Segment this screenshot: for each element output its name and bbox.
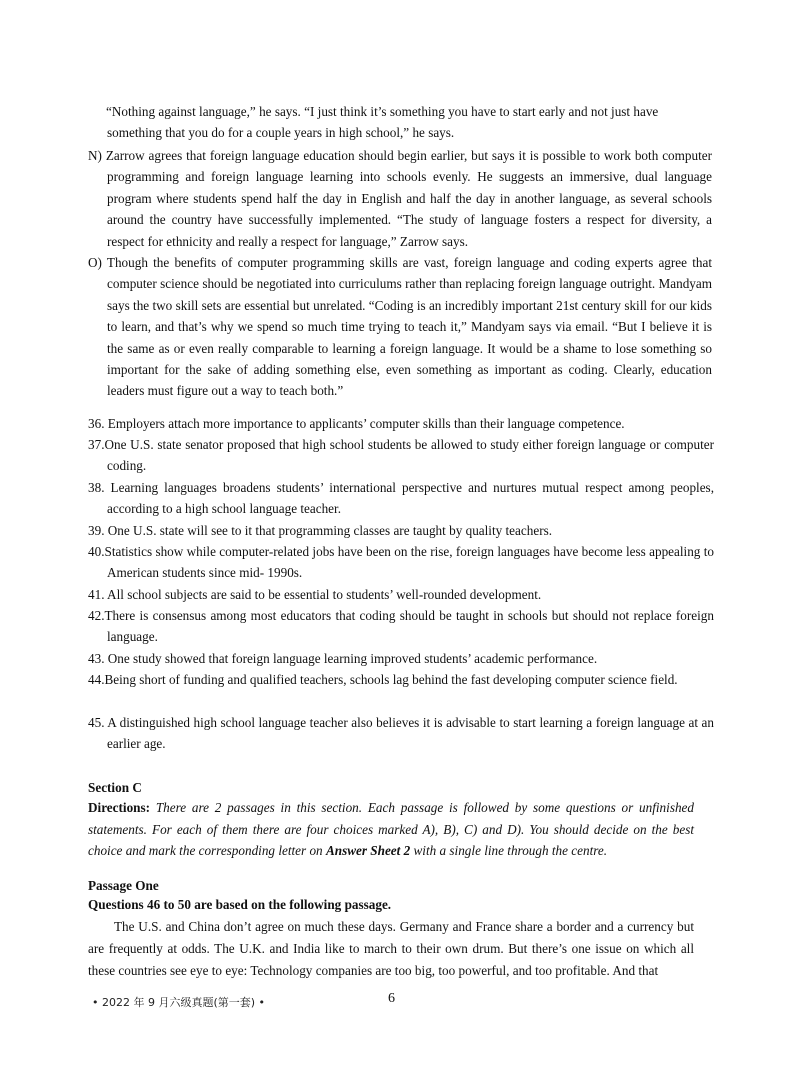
passage-one-title: Passage One xyxy=(88,878,159,893)
question-41: 41. All school subjects are said to be essential to students’ well-rounded development. xyxy=(88,587,542,602)
section-c-title: Section C xyxy=(88,780,142,795)
directions-text-2: with a single line through the centre. xyxy=(410,843,608,859)
question-44: 44.Being short of funding and qualified teachers, schools lag behind the fast developing computer science field. xyxy=(88,672,678,687)
carryover-line-1: “Nothing against language,” he says. “I just think it’s something you have to start early and not just have xyxy=(106,104,659,119)
question-37: 37.One U.S. state senator proposed that high school students be allowed to study either foreign language or computer coding. xyxy=(88,437,714,474)
directions-label: Directions: xyxy=(88,800,151,815)
question-45: 45. A distinguished high school language teacher also believes it is advisable to start learning a foreign language at an earlier age. xyxy=(88,715,714,752)
question-42: 42.There is consensus among most educators that coding should be taught in schools but should not replace foreign language. xyxy=(88,608,714,645)
question-43: 43. One study showed that foreign language learning improved students’ academic performance. xyxy=(88,651,598,666)
paragraph-o: O) Though the benefits of computer programming skills are vast, foreign language and coding experts agree that computer science should be negotiated into curriculums rather than replacing foreign language outright. Mandyam says the two skill sets are essential but unrelated. “Coding is an incredibly important 21st century skill for our kids to learn, and that’s why we spend so much time trying to teach it,” Mandyam says via email. “But I believe it is the same as or even really comparable to learning a foreign language. It would be a shame to lose something so important for the sake of adding something else, even something as important as coding. Clearly, education leaders must figure out a way to teach both.” xyxy=(88,255,712,399)
carryover-line-2: something that you do for a couple years in high school,” he says. xyxy=(107,125,455,141)
answer-sheet-reference: Answer Sheet 2 xyxy=(325,843,411,859)
footer-exam-label: • 2022 年 9 月六级真题(第一套) • xyxy=(92,996,266,1009)
question-38: 38. Learning languages broadens students’ international perspective and nurtures mutual respect among peoples, according to a high school language teacher. xyxy=(88,480,714,517)
section-c-directions xyxy=(88,797,694,862)
question-39: 39. One U.S. state will see to it that programming classes are taught by quality teachers. xyxy=(88,523,553,538)
directions-text-1: There are 2 passages in this section. Each passage is followed by some questions or unfinished statements. For each of them there are four choices marked A), B), C) and D). You should decide on the best choice and mark the corresponding letter on xyxy=(88,800,694,859)
question-36: 36. Employers attach more importance to applicants’ computer skills than their language competence. xyxy=(88,416,625,431)
passage-one-text: The U.S. and China don’t agree on much these days. Germany and France share a border and a currency but are frequently at odds. The U.K. and India like to march to their own drum. But there’s one issue on which all these countries see eye to eye: Technology companies are too big, too powerful, and too profitable. And that xyxy=(88,919,694,978)
paragraph-n: N) Zarrow agrees that foreign language education should begin earlier, but says it is possible to work both computer programming and foreign language learning into schools evenly. He suggests an immersive, dual language program where students spend half the day in English and half the day in another language, as several schools around the country have successfully implemented. “The study of language fosters a respect for diversity, a respect for ethnicity and really a respect for language,” Zarrow says. xyxy=(88,148,712,249)
passage-one-subtitle: Questions 46 to 50 are based on the following passage. xyxy=(88,897,392,912)
page-number: 6 xyxy=(388,991,395,1006)
question-40: 40.Statistics show while computer-related jobs have been on the rise, foreign languages have become less appealing to American students since mid- 1990s. xyxy=(88,544,714,581)
carryover-paragraph xyxy=(88,101,712,144)
